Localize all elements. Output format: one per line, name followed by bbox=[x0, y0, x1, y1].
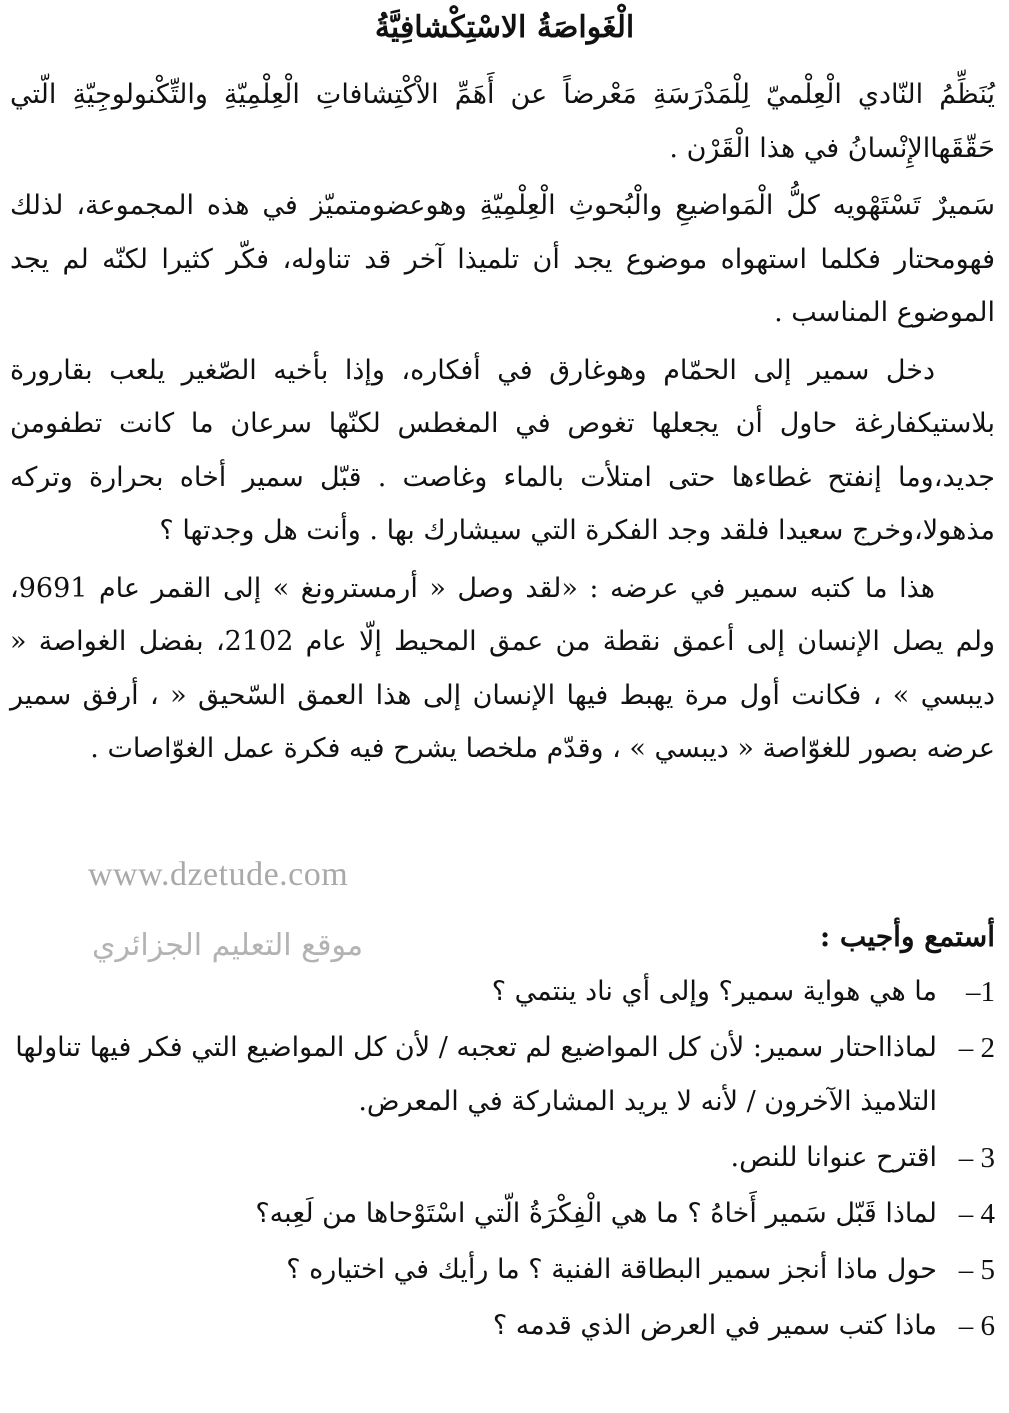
question-text: لماذااحتار سمير: لأن كل المواضيع لم تعجبه / لأن كل المواضيع التي فكر فيها تناولها التلاميذ الآخرون / لأنه لا يريد المشاركة في المعرض. bbox=[15, 1032, 937, 1117]
story-text bbox=[10, 68, 995, 780]
question-item bbox=[10, 965, 995, 1019]
question-item bbox=[10, 1131, 995, 1185]
question-text: ما هي هواية سمير؟ وإلى أي ناد ينتمي ؟ bbox=[491, 976, 937, 1007]
question-text: حول ماذا أنجز سمير البطاقة الفنية ؟ ما رأيك في اختياره ؟ bbox=[286, 1254, 937, 1285]
document-title: الْغَواصَةُ الاسْتِكْشافِيَّةُ bbox=[374, 10, 635, 45]
questions-heading: أستمع وأجيب : bbox=[819, 920, 995, 953]
question-number: 1– bbox=[966, 976, 995, 1008]
watermark-site-name: موقع التعليم الجزائري bbox=[92, 928, 364, 963]
question-number: 2 – bbox=[958, 1032, 995, 1064]
story-paragraph: يُنَظِّمُ النّادي الْعِلْميّ لِلْمَدْرَسَةِ مَعْرضاً عن أَهَمِّ الاْكْتِشافاتِ الْعِلْمِيّةِ والتِّكْنولوجِيّةِ الّتي حَقّقَهاالإِنْسانُ في هذا الْقَرْن . bbox=[10, 79, 995, 164]
story-paragraph: هذا ما كتبه سمير في عرضه : «لقد وصل « أرمسترونغ » إلى القمر عام 9691، ولم يصل الإنسان إلى أعمق نقطة من عمق المحيط إلّا عام 2102، بفضل الغواصة « ديبسي » ، فكانت أول مرة يهبط فيها الإنسان إلى هذا العمق السّحيق « ، أرفق سمير عرضه بصور للغوّاصة « ديبسي » ، وقدّم ملخصا يشرح فيه فكرة عمل الغوّاصات . bbox=[10, 572, 995, 764]
questions-list bbox=[10, 965, 995, 1355]
question-number: 6 – bbox=[958, 1310, 995, 1342]
question-number: 4 – bbox=[958, 1198, 995, 1230]
question-item bbox=[10, 1187, 995, 1241]
question-number: 3 – bbox=[958, 1142, 995, 1174]
question-text: لماذا قَبّل سَمير أَخاهُ ؟ ما هي الْفِكْرَةُ الّتي اسْتَوْحاها من لَعِبه؟ bbox=[255, 1198, 937, 1229]
question-number: 5 – bbox=[958, 1254, 995, 1286]
question-item bbox=[10, 1021, 995, 1129]
story-paragraph: سَميرٌ تَسْتَهْويه كلُّ الْمَواضيعِ والْبُحوثِ الْعِلْمِيّةِ وهوعضومتميّز في هذه المجموعة، لذلك فهومحتار فكلما استهواه موضوع يجد أن تلميذا آخر قد تناوله، فكّر كثيرا لكنّه لم يجد الموضوع المناسب . bbox=[10, 190, 995, 328]
story-paragraph: دخل سمير إلى الحمّام وهوغارق في أفكاره، وإذا بأخيه الصّغير يلعب بقارورة بلاستيكفارغة حاول أن يجعلها تغوص في المغطس لكنّها سرعان ما كانت تطفومن جديد،وما إنفتح غطاءها حتى امتلأت بالماء وغاصت . قبّل سمير أخاه بحرارة وتركه مذهولا،وخرج سعيدا فلقد وجد الفكرة التي سيشارك بها . وأنت هل وجدتها ؟ bbox=[10, 354, 995, 546]
watermark-url: www.dzetude.com bbox=[88, 856, 349, 893]
question-text: ماذا كتب سمير في العرض الذي قدمه ؟ bbox=[492, 1310, 937, 1341]
question-item bbox=[10, 1243, 995, 1297]
question-text: اقترح عنوانا للنص. bbox=[730, 1142, 937, 1173]
question-item bbox=[10, 1299, 995, 1353]
